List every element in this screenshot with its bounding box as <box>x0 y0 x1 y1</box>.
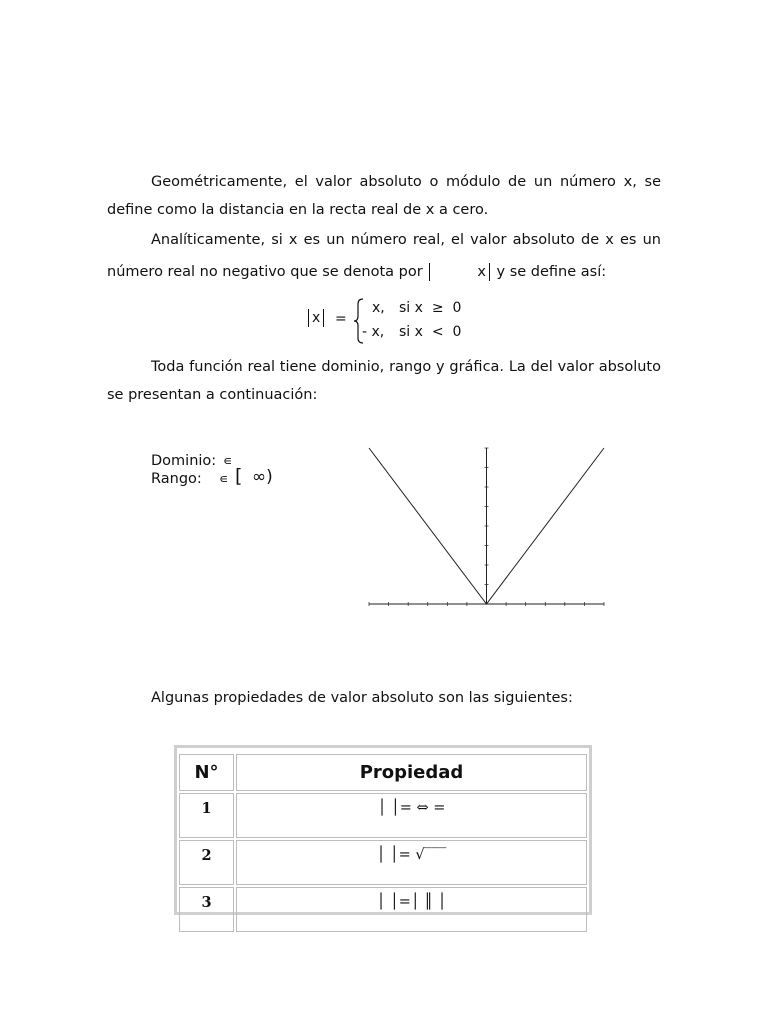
element-of-symbol: ∊ <box>219 472 229 487</box>
domain-label: Dominio: <box>151 453 217 469</box>
graph-axes <box>369 448 604 606</box>
header-number: N° <box>179 754 234 791</box>
row-number: 2 <box>179 840 234 885</box>
paragraph-text-after: y se define así: <box>496 264 607 280</box>
paragraph-text: Toda función real tiene dominio, rango y gráfica. La del valor absoluto se presentan a continuación: <box>107 359 661 403</box>
paragraph-geometric-definition <box>107 168 661 224</box>
domain-line <box>151 452 233 470</box>
table-header-row <box>179 754 587 791</box>
properties-table <box>177 752 589 934</box>
paragraph-analytic-definition <box>107 224 661 288</box>
case2-expression: - x, <box>362 324 385 340</box>
absolute-value-graph <box>360 440 615 615</box>
range-open-bracket: [ <box>235 465 243 487</box>
paragraph-text: Geométricamente, el valor absoluto o módulo de un número x, se define como la distancia en la recta real de x a cero. <box>107 174 661 218</box>
table-row <box>179 887 587 932</box>
row-formula: │ │= √‾‾‾ <box>236 840 587 885</box>
paragraph-text: Algunas propiedades de valor absoluto son las siguientes: <box>151 690 573 706</box>
table-row <box>179 793 587 838</box>
paragraph-domain-range-intro <box>107 353 661 409</box>
row-number: 3 <box>179 887 234 932</box>
abs-x-notation: x <box>429 263 490 281</box>
row-formula: │ │=│ ║ │ <box>236 887 587 932</box>
domain-range-block <box>151 452 273 492</box>
row-number: 1 <box>179 793 234 838</box>
piecewise-definition-formula <box>305 296 485 346</box>
element-of-symbol: ∊ <box>223 454 233 469</box>
range-infinity: ∞) <box>252 467 273 487</box>
paragraph-text-before: Analíticamente, si x es un número real, el valor absoluto de x es un número real no negativo que se denota por <box>107 232 661 280</box>
formula-equals: = <box>335 311 347 327</box>
row-formula: │ │= ⇔ = <box>236 793 587 838</box>
case2-condition: si x < 0 <box>399 324 462 340</box>
paragraph-text <box>107 224 661 288</box>
case1-condition: si x ≥ 0 <box>399 300 462 316</box>
case1-expression: x, <box>372 300 385 316</box>
paragraph-properties-intro <box>151 684 661 712</box>
table-row <box>179 840 587 885</box>
header-property: Propiedad <box>236 754 587 791</box>
formula-lhs-abs-x: x <box>308 309 324 327</box>
range-label: Rango: <box>151 471 202 487</box>
range-line <box>151 465 273 492</box>
properties-table-frame <box>174 745 592 915</box>
